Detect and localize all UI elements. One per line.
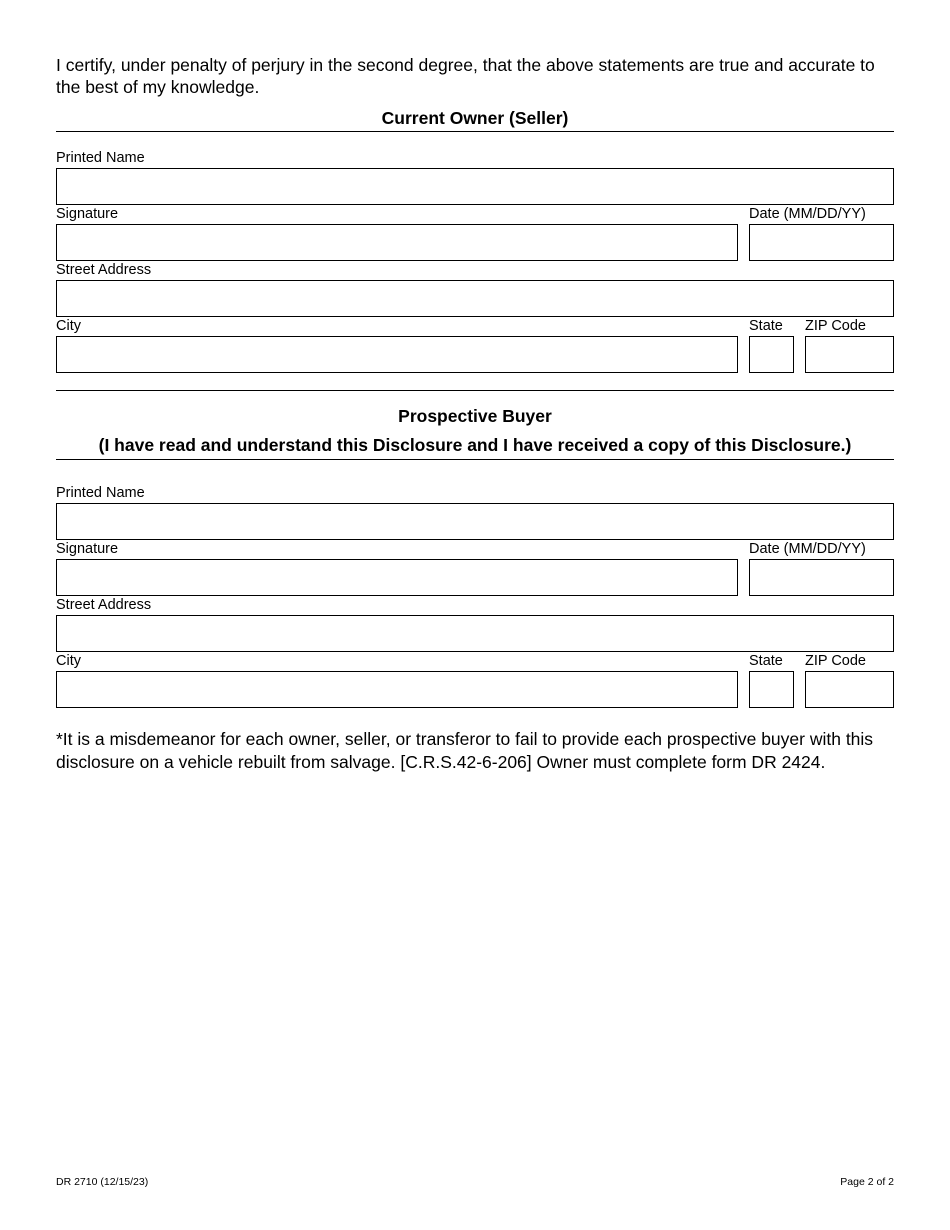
seller-zip-input[interactable] [805, 336, 894, 373]
buyer-state-input[interactable] [749, 671, 794, 708]
seller-printed-name-label: Printed Name [56, 150, 145, 166]
page-number: Page 2 of 2 [840, 1176, 894, 1188]
misdemeanor-note: *It is a misdemeanor for each owner, seller, or transferor to fail to provide each prospective buyer with this disclosure on a vehicle rebuilt from salvage. [C.R.S.42-6-206] Owner must complete form DR 2424. [56, 729, 874, 772]
seller-state-input[interactable] [749, 336, 794, 373]
buyer-city-input[interactable] [56, 671, 738, 708]
buyer-signature-input[interactable] [56, 559, 738, 596]
seller-signature-label: Signature [56, 206, 119, 222]
buyer-street-input[interactable] [56, 615, 894, 652]
seller-signature-input[interactable] [56, 224, 738, 261]
form-id: DR 2710 (12/15/23) [56, 1176, 149, 1188]
buyer-date-input[interactable] [749, 559, 894, 596]
seller-date-label: Date (MM/DD/YY) [749, 206, 866, 222]
seller-street-input[interactable] [56, 280, 894, 317]
buyer-section-title: Prospective Buyer [398, 406, 552, 426]
seller-state-label: State [749, 318, 783, 334]
certification-statement: I certify, under penalty of perjury in the second degree, that the above statements are true and accurate to the best of my knowledge. [56, 55, 875, 97]
buyer-city-label: City [56, 653, 81, 669]
section-divider [56, 390, 894, 391]
seller-zip-label: ZIP Code [805, 318, 866, 334]
seller-date-input[interactable] [749, 224, 894, 261]
seller-section-title: Current Owner (Seller) [381, 108, 569, 128]
seller-title-divider [56, 131, 894, 132]
seller-printed-name-input[interactable] [56, 168, 894, 205]
buyer-printed-name-input[interactable] [56, 503, 894, 540]
buyer-section-subtitle: (I have read and understand this Disclosure and I have received a copy of this Disclosure.) [98, 435, 852, 455]
buyer-printed-name-label: Printed Name [56, 485, 145, 501]
buyer-street-label: Street Address [56, 597, 152, 613]
buyer-title-divider [56, 459, 894, 460]
buyer-date-label: Date (MM/DD/YY) [749, 541, 866, 557]
seller-street-label: Street Address [56, 262, 152, 278]
buyer-state-label: State [749, 653, 783, 669]
buyer-zip-input[interactable] [805, 671, 894, 708]
buyer-signature-label: Signature [56, 541, 119, 557]
seller-city-input[interactable] [56, 336, 738, 373]
buyer-zip-label: ZIP Code [805, 653, 866, 669]
seller-city-label: City [56, 318, 81, 334]
